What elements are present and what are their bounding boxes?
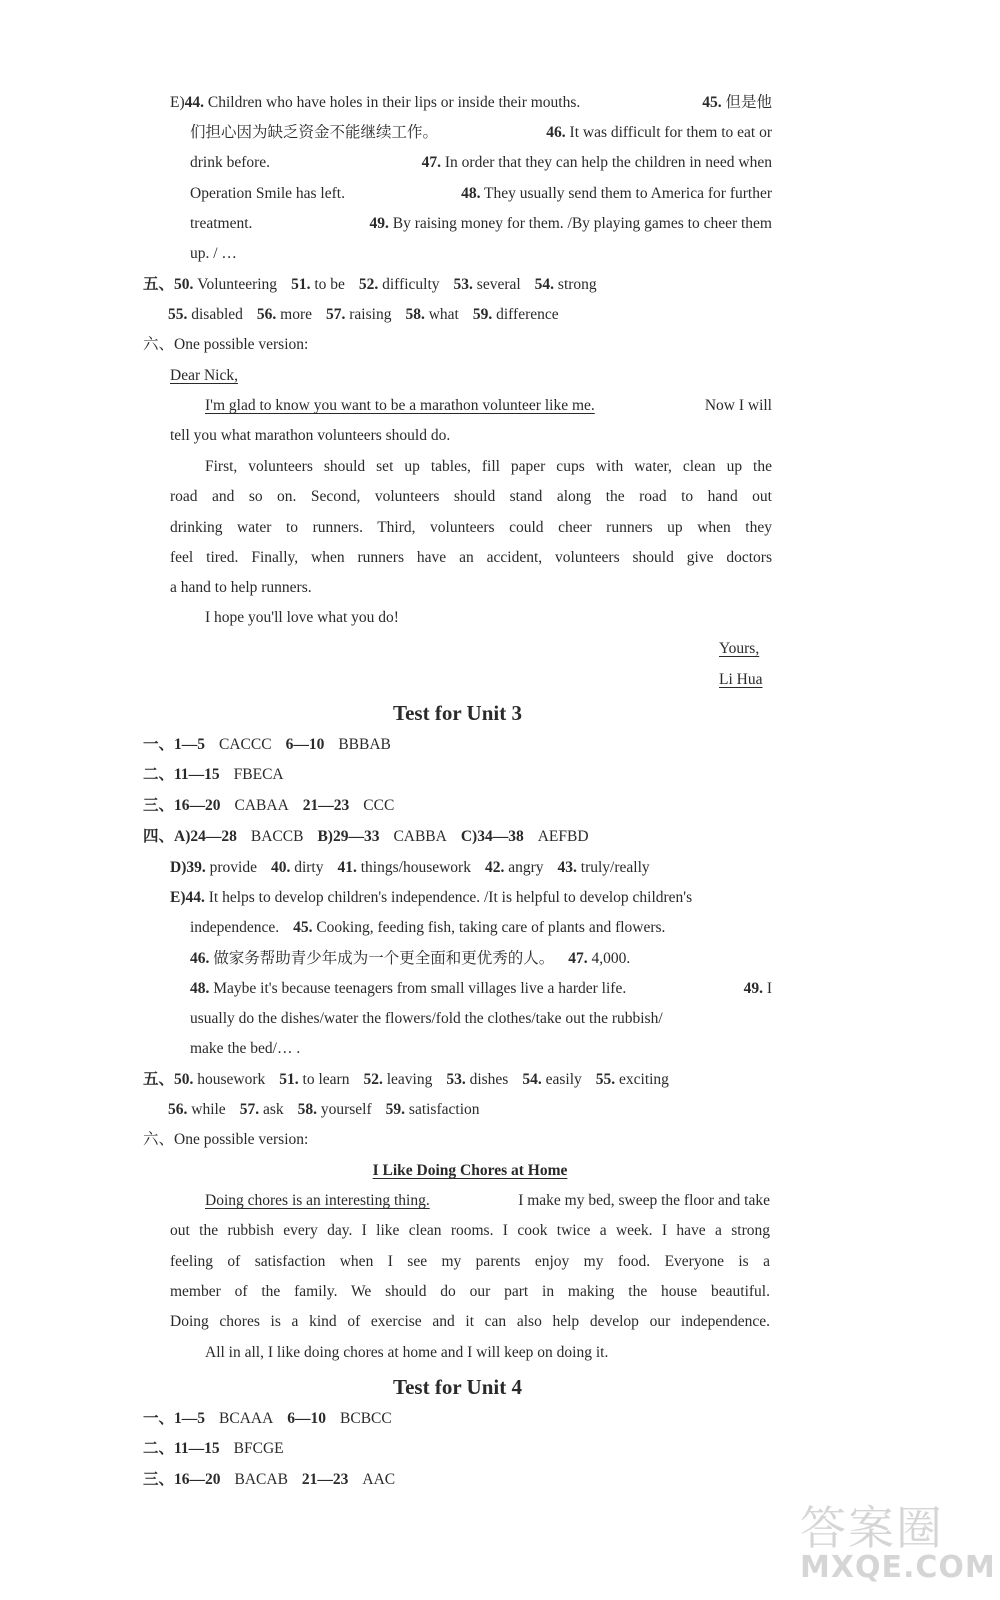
section-6-label: 六、One possible version:	[143, 336, 309, 353]
e-line-3: drink before. 47. In order that they can help the children in need when	[190, 154, 772, 171]
letter-greeting: Dear Nick,	[170, 367, 238, 384]
letter-closing: Yours,	[719, 640, 760, 657]
essay-line-5: Doing chores is a kind of exercise and it can also help develop our independence.	[170, 1313, 770, 1330]
unit-3-section-5-row-1: 五、50. housework 51. to learn 52. leaving 53. dishes 54. easily 55. exciting	[143, 1071, 669, 1088]
essay-line-3: feeling of satisfaction when I see my parents enjoy my food. Everyone is a	[170, 1253, 770, 1270]
site-watermark	[800, 1492, 996, 1592]
unit-3-section-3: 三、16—20 CABAA 21—23 CCC	[143, 797, 395, 814]
e-line-4: Operation Smile has left. 48. They usually send them to America for further	[190, 185, 772, 202]
letter-p1-line-2: tell you what marathon volunteers should do.	[170, 427, 451, 444]
letter-p2-line-3: drinking water to runners. Third, volunteers could cheer runners up when they	[170, 519, 772, 536]
unit-3-section-4: 四、A)24—28 BACCB B)29—33 CABBA C)34—38 AEFBD	[143, 828, 589, 845]
unit-3-e-line-5: usually do the dishes/water the flowers/fold the clothes/take out the rubbish/	[190, 1010, 663, 1027]
letter-p2-line-2: road and so on. Second, volunteers should stand along the road to hand out	[170, 488, 772, 505]
letter-p2-line-1: First, volunteers should set up tables, fill paper cups with water, clean up the	[205, 458, 772, 475]
e-line-5: treatment. 49. By raising money for them. /By playing games to cheer them	[190, 215, 772, 232]
e-line-1: E)44. Children who have holes in their lips or inside their mouths. 45. 但是他	[170, 94, 772, 111]
watermark-url: MXQE.COM	[800, 1550, 996, 1585]
unit-4-section-3: 三、16—20 BACAB 21—23 AAC	[143, 1471, 396, 1488]
unit-4-section-2: 二、11—15 BFCGE	[143, 1440, 284, 1457]
unit-3-section-1: 一、1—5 CACCC 6—10 BBBAB	[143, 736, 391, 753]
unit-4-section-1: 一、1—5 BCAAA 6—10 BCBCC	[143, 1410, 392, 1427]
unit-3-e-line-2: independence. 45. Cooking, feeding fish, taking care of plants and flowers.	[190, 919, 666, 936]
letter-p1-line-1: I'm glad to know you want to be a marathon volunteer like me. Now I will	[205, 397, 772, 414]
unit-4-title: Test for Unit 4	[393, 1375, 522, 1399]
letter-signature: Li Hua	[719, 671, 763, 688]
section-5-row-1: 五、50. Volunteering 51. to be 52. difficulty 53. several 54. strong	[143, 276, 597, 293]
unit-3-title: Test for Unit 3	[393, 701, 522, 725]
unit-3-section-6-label: 六、One possible version:	[143, 1131, 309, 1148]
letter-p2-line-4: feel tired. Finally, when runners have an accident, volunteers should give doctors	[170, 549, 772, 566]
essay-line-6: All in all, I like doing chores at home and I will keep on doing it.	[205, 1344, 609, 1361]
section-5-row-2: 55. disabled 56. more 57. raising 58. what 59. difference	[168, 306, 559, 323]
e-line-6: up. / …	[190, 245, 237, 262]
unit-3-section-4-d: D)39. provide 40. dirty 41. things/housework 42. angry 43. truly/really	[170, 859, 650, 876]
essay-line-1: Doing chores is an interesting thing. I make my bed, sweep the floor and take	[205, 1192, 770, 1209]
essay-line-4: member of the family. We should do our part in making the house beautiful.	[170, 1283, 770, 1300]
unit-3-e-line-6: make the bed/… .	[190, 1040, 301, 1057]
unit-3-e-line-4: 48. Maybe it's because teenagers from small villages live a harder life. 49. I	[190, 980, 772, 997]
watermark-logo-text: 答案圈	[800, 1501, 944, 1555]
unit-3-section-2: 二、11—15 FBECA	[143, 766, 284, 783]
unit-3-e-line-3: 46. 做家务帮助青少年成为一个更全面和更优秀的人。 47. 4,000.	[190, 950, 631, 967]
e-line-2: 们担心因为缺乏资金不能继续工作。 46. It was difficult for them to eat or	[190, 124, 772, 141]
letter-p3: I hope you'll love what you do!	[205, 609, 399, 626]
unit-3-section-5-row-2: 56. while 57. ask 58. yourself 59. satisfaction	[168, 1101, 480, 1118]
essay-line-2: out the rubbish every day. I like clean rooms. I cook twice a week. I have a strong	[170, 1222, 770, 1239]
essay-title: I Like Doing Chores at Home	[372, 1162, 568, 1179]
letter-p2-line-5: a hand to help runners.	[170, 579, 312, 596]
unit-3-e-line-1: E)44. It helps to develop children's independence. /It is helpful to develop children's	[170, 889, 693, 906]
